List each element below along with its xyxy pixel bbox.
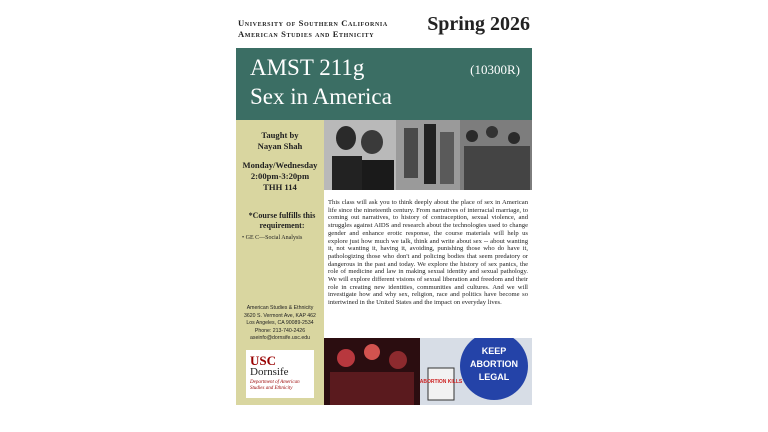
- instructor-name: Nayan Shah: [257, 141, 303, 151]
- phone-line: Phone: 213-740-2426: [254, 327, 306, 334]
- schedule-block: [236, 160, 324, 193]
- photo-couple-hair-left: [336, 126, 356, 150]
- logo-department: Department of American Studies and Ethnicity: [250, 380, 300, 391]
- small-sign-text: ABORTION KILLS: [419, 379, 463, 385]
- ge-requirement-text: GE C—Social Analysis: [245, 235, 303, 241]
- photo-couple-body-right: [362, 160, 394, 190]
- photo-dancer-center: [424, 124, 436, 184]
- sign-line2: ABORTION: [470, 359, 518, 369]
- photo-rally-figure: [337, 349, 355, 367]
- requirement-label: *Course fulfills this requirement:: [248, 211, 316, 230]
- photo-crowd-head: [486, 126, 498, 138]
- address-line: American Studies & Ethnicity: [246, 305, 314, 311]
- ge-requirement: • GE C—Social Analysis: [242, 235, 303, 241]
- photo-rally-crowd: [330, 372, 414, 405]
- photo-couple-hair-right: [361, 130, 383, 154]
- university-header: [238, 18, 388, 40]
- university-name: University of Southern California: [238, 18, 388, 28]
- meeting-time: 2:00pm-3:20pm: [250, 171, 310, 181]
- meeting-room: THH 114: [263, 182, 297, 192]
- course-flyer: [236, 0, 532, 432]
- photo-collage: [324, 120, 532, 190]
- sign-line3: LEGAL: [478, 372, 510, 382]
- info-sidebar: [236, 120, 324, 405]
- photo-crowd-head: [508, 132, 520, 144]
- course-banner: [236, 48, 532, 120]
- term-title: Spring 2026: [427, 13, 530, 35]
- photo-crowd-bodies: [464, 146, 530, 190]
- logo-dornsife: Dornsife: [250, 366, 289, 378]
- photo-dancer-left: [404, 128, 418, 178]
- department-name: American Studies and Ethnicity: [238, 29, 375, 39]
- photo-rally-figure: [364, 344, 380, 360]
- sign-line1: KEEP: [481, 346, 507, 356]
- course-number: AMST 211g: [250, 55, 365, 80]
- section-number: (10300R): [470, 62, 520, 77]
- photo-couple-body-left: [332, 156, 362, 190]
- taught-by-label: Taught by: [261, 130, 299, 140]
- course-description: This class will ask you to think deeply about the place of sex in American life since the nineteenth century. From narratives of interracial marriage, to coming out narratives, to history of contraception, sexual violence, and struggles against AIDS and research about the technologies used to change gender and enhance erotic response, the course materials will help us explore just how much we talk, think and write about sex -- about wanting it, not wanting it, having it, avoiding, punishing those who do have it, pathologizing those who don't and policing bodies that seem predatory or dangerous in the past and today. We explore the history of sex panics, the role of medicine and law in making sexual identity and sexual pathology. We will explore different visions of sexual liberation and freedom and their role in creating new identities, communities and cultures. And we will investigate how and why sex, religion, race and politics have become so intertwined in the United States and the impact on everyday lives.: [328, 199, 528, 307]
- course-title: Sex in America: [250, 84, 392, 109]
- requirement-note: [242, 211, 322, 243]
- logo-usc: USC: [250, 353, 277, 368]
- instructor-block: [236, 130, 324, 152]
- photo-rally-figure: [389, 351, 407, 369]
- address-line: 3620 S. Vermont Ave, KAP 462: [244, 312, 316, 319]
- meeting-days: Monday/Wednesday: [242, 160, 318, 170]
- protest-photos: [324, 338, 532, 405]
- contact-address: [236, 305, 324, 343]
- address-line: Los Angeles, CA 90089-2534: [246, 320, 314, 326]
- photo-crowd-head: [466, 130, 478, 142]
- email-line: aseinfo@dornsife.usc.edu: [249, 335, 311, 341]
- usc-dornsife-logo: [246, 350, 314, 398]
- photo-dancer-right: [440, 132, 454, 184]
